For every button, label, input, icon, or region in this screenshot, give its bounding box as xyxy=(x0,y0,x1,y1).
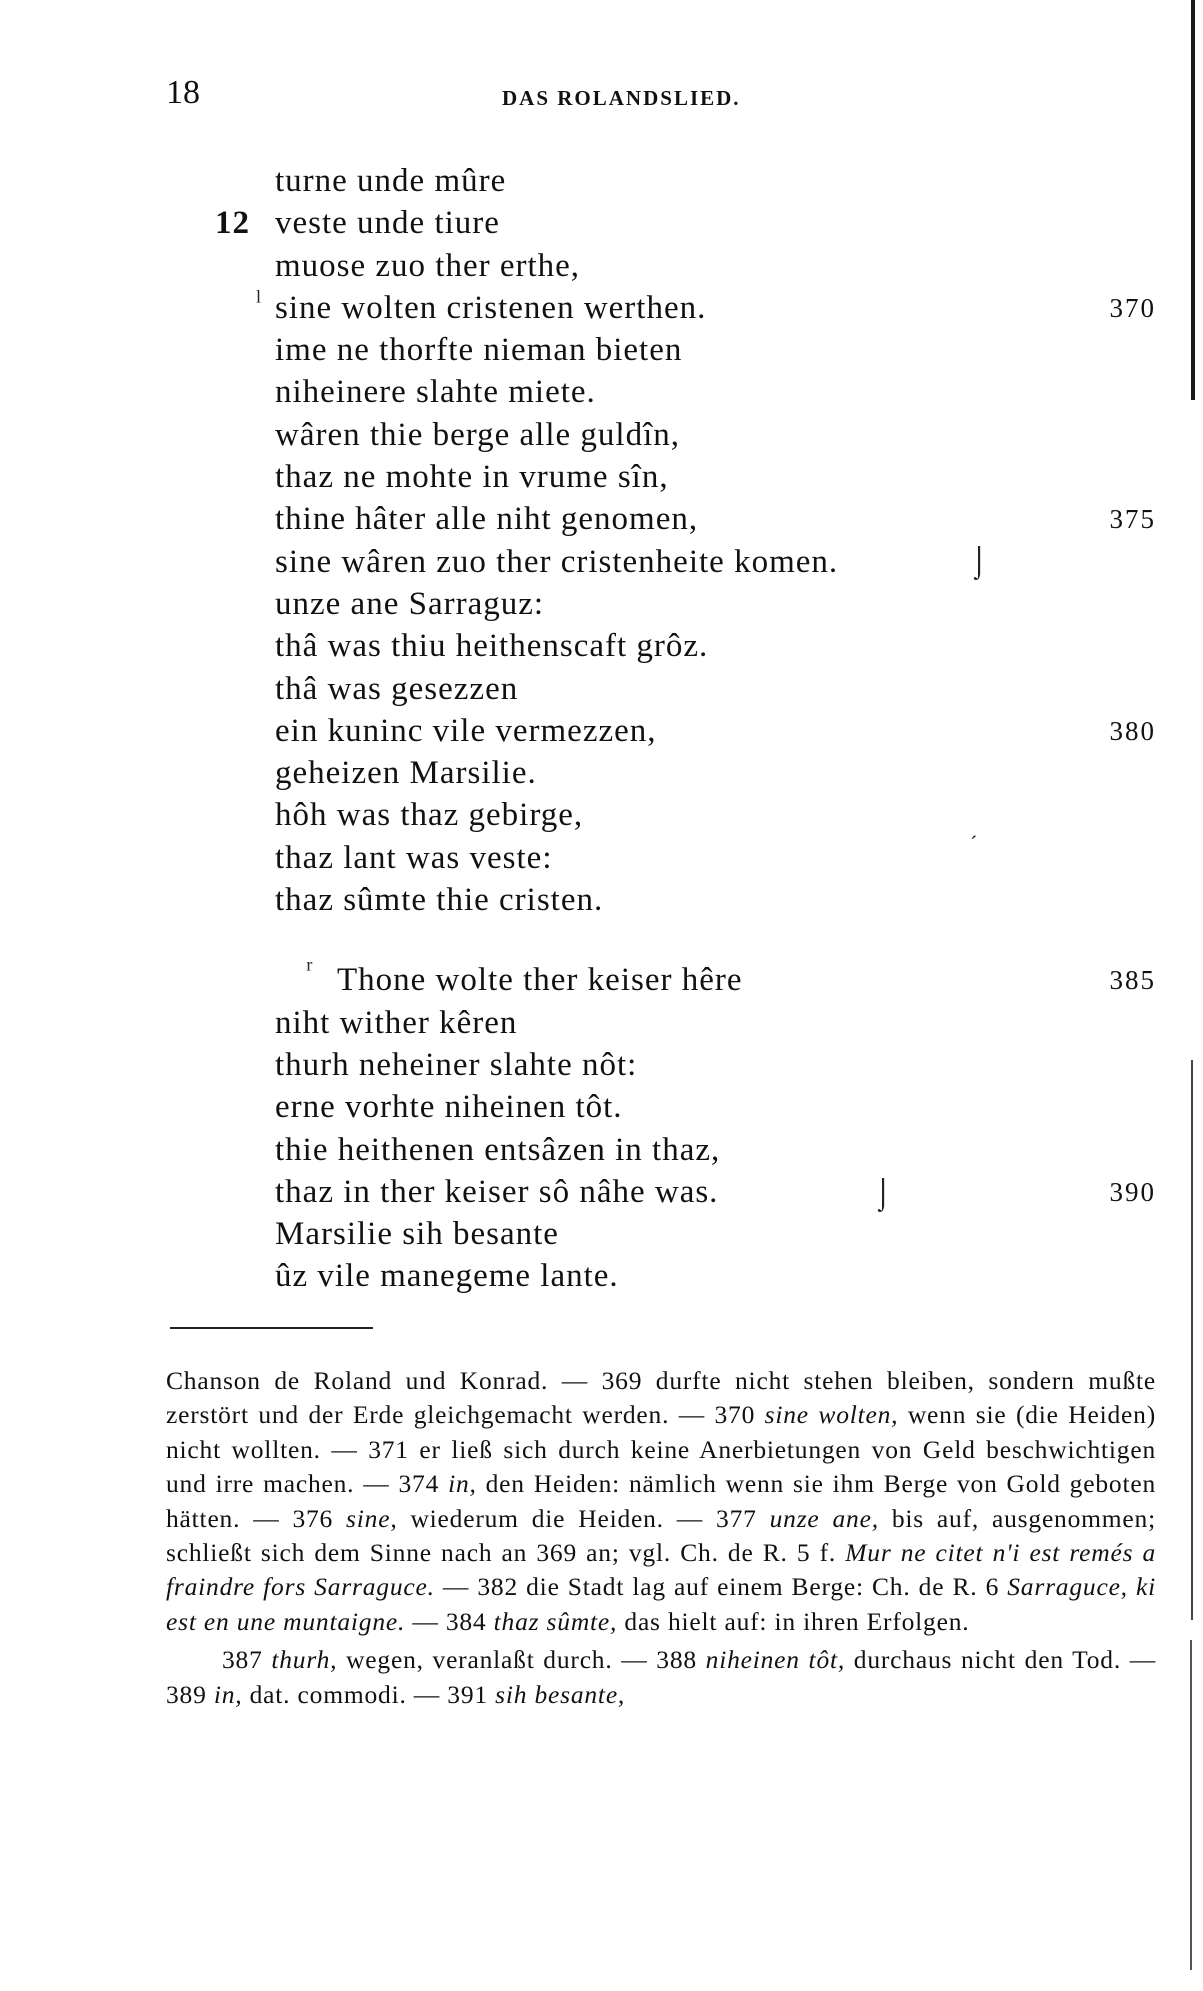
stanza-2 xyxy=(166,953,1156,1297)
note-lemma: unze ane, xyxy=(769,1503,879,1533)
verse-line xyxy=(166,329,1156,371)
line-number: 380 xyxy=(1109,715,1156,746)
note-text: bis auf, ausgenommen; schließt sich dem Sinne nach an 369 an; vgl. Ch. de R. 5 f. xyxy=(166,1503,1156,1568)
verse-line-text: sine wolten cristenen werthen. xyxy=(275,289,707,326)
verse-line xyxy=(166,498,1156,540)
verse-line-text: Marsilie sih besante xyxy=(275,1216,559,1253)
verse-line xyxy=(166,1086,1156,1128)
verse-line-text: thâ was thiu heithenscaft grôz. xyxy=(275,628,709,665)
verse-line-text: thaz lant was veste: xyxy=(275,839,553,876)
verse-line xyxy=(166,625,1156,667)
verse-line-text: thine hâter alle niht genomen, xyxy=(275,501,699,538)
stray-mark: ˊ xyxy=(970,830,979,856)
verse-line-text: veste unde tiure xyxy=(275,205,500,242)
verse-line-text: thaz in ther keiser sô nâhe was. xyxy=(275,1173,719,1210)
verse-line xyxy=(166,1255,1156,1297)
verse-line xyxy=(166,1213,1156,1255)
verse-line-text: Thone wolte ther keiser hêre xyxy=(337,962,743,999)
footnotes xyxy=(166,1364,1156,1712)
note-lemma: thurh, xyxy=(271,1645,338,1675)
verse-line xyxy=(166,794,1156,836)
note-text: durchaus nicht den Tod. — 389 xyxy=(166,1645,1157,1709)
verse-line xyxy=(166,583,1156,625)
bracket-mark: ⌡ xyxy=(874,1176,894,1210)
verse-line-text: thie heithenen entsâzen in thaz, xyxy=(275,1131,721,1168)
verse-line-text: thaz sûmte thie cristen. xyxy=(275,882,604,919)
note-lemma: sih besante, xyxy=(495,1679,626,1709)
verse-line-text: ein kuninc vile vermezzen, xyxy=(275,712,657,749)
verse-line xyxy=(166,879,1156,921)
verse-line xyxy=(166,1171,1156,1213)
verse-line xyxy=(166,668,1156,710)
verse-line xyxy=(166,456,1156,498)
note-text: wiederum die Heiden. — 377 xyxy=(397,1503,770,1533)
verse-line-text: unze ane Sarraguz: xyxy=(275,585,545,622)
verse-line-text: geheizen Marsilie. xyxy=(275,755,537,792)
verse-line xyxy=(166,371,1156,413)
page-number: 18 xyxy=(166,74,200,111)
note-lemma: in, xyxy=(448,1469,477,1499)
verse-line xyxy=(166,245,1156,287)
note-text: Chanson de Roland und Konrad. — 369 durfte nicht stehen bleiben, sondern mußte zerstört und der Erde gleichgemacht werden. — 370 xyxy=(166,1366,1156,1430)
stanza-gap xyxy=(166,921,1156,959)
verse-line-text: ûz vile manegeme lante. xyxy=(275,1258,619,1295)
verse-line-text: wâren thie berge alle guldîn, xyxy=(275,416,681,453)
verse-line-text: erne vorhte niheinen tôt. xyxy=(275,1089,623,1126)
note-quote: Mur ne citet n'i est remés a fraindre fors Sarraguce. xyxy=(166,1538,1157,1602)
bracket-mark: ⌡ xyxy=(970,544,990,578)
footnote-paragraph xyxy=(166,1643,1156,1712)
verse-line xyxy=(166,414,1156,456)
note-text: 387 xyxy=(222,1645,272,1675)
verse-line xyxy=(166,710,1156,752)
verse-line-text: thaz ne mohte in vrume sîn, xyxy=(275,459,669,496)
verse-line-text: thâ was gesezzen xyxy=(275,670,519,707)
scan-edge-line xyxy=(1191,0,1195,400)
note-text: wegen, veranlaßt durch. — 388 xyxy=(337,1645,706,1675)
strophe-number: 12 xyxy=(215,205,250,242)
stanza-1 xyxy=(166,160,1156,921)
verse-line xyxy=(166,1129,1156,1171)
verse-line-text: hôh was thaz gebirge, xyxy=(275,797,584,834)
footnote-paragraph xyxy=(166,1364,1156,1639)
line-number: 390 xyxy=(1109,1176,1156,1207)
note-lemma: sine wolten, xyxy=(764,1400,899,1430)
verse-line xyxy=(166,830,1156,879)
verse-line xyxy=(166,284,1156,329)
note-lemma: in, xyxy=(213,1679,243,1709)
verse-line-text: ime ne thorfte nieman bieten xyxy=(275,332,683,369)
note-lemma: niheinen tôt, xyxy=(705,1645,846,1675)
verse-line xyxy=(166,541,1156,583)
running-head: DAS ROLANDSLIED. xyxy=(502,86,741,110)
verse-line-text: turne unde mûre xyxy=(275,163,507,199)
verse-line-text: niheinere slahte miete. xyxy=(275,374,596,411)
note-text: dat. commodi. — 391 xyxy=(242,1679,496,1709)
bracket-mark: ˡ xyxy=(256,284,262,318)
verse-line xyxy=(166,160,1156,202)
note-text: das hielt auf: in ihren Erfolgen. xyxy=(617,1606,970,1636)
verse-line-text: muose zuo ther erthe, xyxy=(275,247,581,284)
footnote-rule xyxy=(170,1327,373,1329)
note-text: wenn sie (die Heiden) nicht wollten. — 371 er ließ sich durch keine Anerbietungen von Geld beschwichtigen und irre machen. — 374 xyxy=(166,1400,1156,1499)
note-quote: Sarraguce, ki est en une muntaigne. xyxy=(166,1572,1156,1636)
verse-line xyxy=(166,1044,1156,1086)
line-number: 370 xyxy=(1109,292,1156,323)
scan-edge-line xyxy=(1191,1060,1193,1620)
note-text: — 384 xyxy=(405,1606,494,1636)
verse-line-text: niht wither kêren xyxy=(275,1004,518,1041)
line-number: 385 xyxy=(1109,965,1156,996)
verse-line-text: sine wâren zuo ther cristenheite komen. xyxy=(275,543,839,580)
verse-line xyxy=(166,953,1156,1001)
note-lemma: thaz sûmte, xyxy=(493,1606,618,1636)
page-header xyxy=(166,74,1066,124)
scan-edge-line xyxy=(1190,1640,1192,1970)
verse-line xyxy=(166,1002,1156,1044)
bracket-mark: ʳ xyxy=(306,953,314,987)
verse-line xyxy=(166,752,1156,794)
verse-line xyxy=(166,202,1156,244)
note-text: den Heiden: nämlich wenn sie ihm Berge von Gold geboten hätten. — 376 xyxy=(166,1469,1157,1533)
note-text: — 382 die Stadt lag auf einem Berge: Ch. de R. 6 xyxy=(434,1572,1008,1602)
note-lemma: sine, xyxy=(346,1503,398,1533)
line-number: 375 xyxy=(1109,504,1156,535)
verse-line-text: thurh neheiner slahte nôt: xyxy=(275,1046,638,1083)
verse-text xyxy=(166,160,1156,1298)
